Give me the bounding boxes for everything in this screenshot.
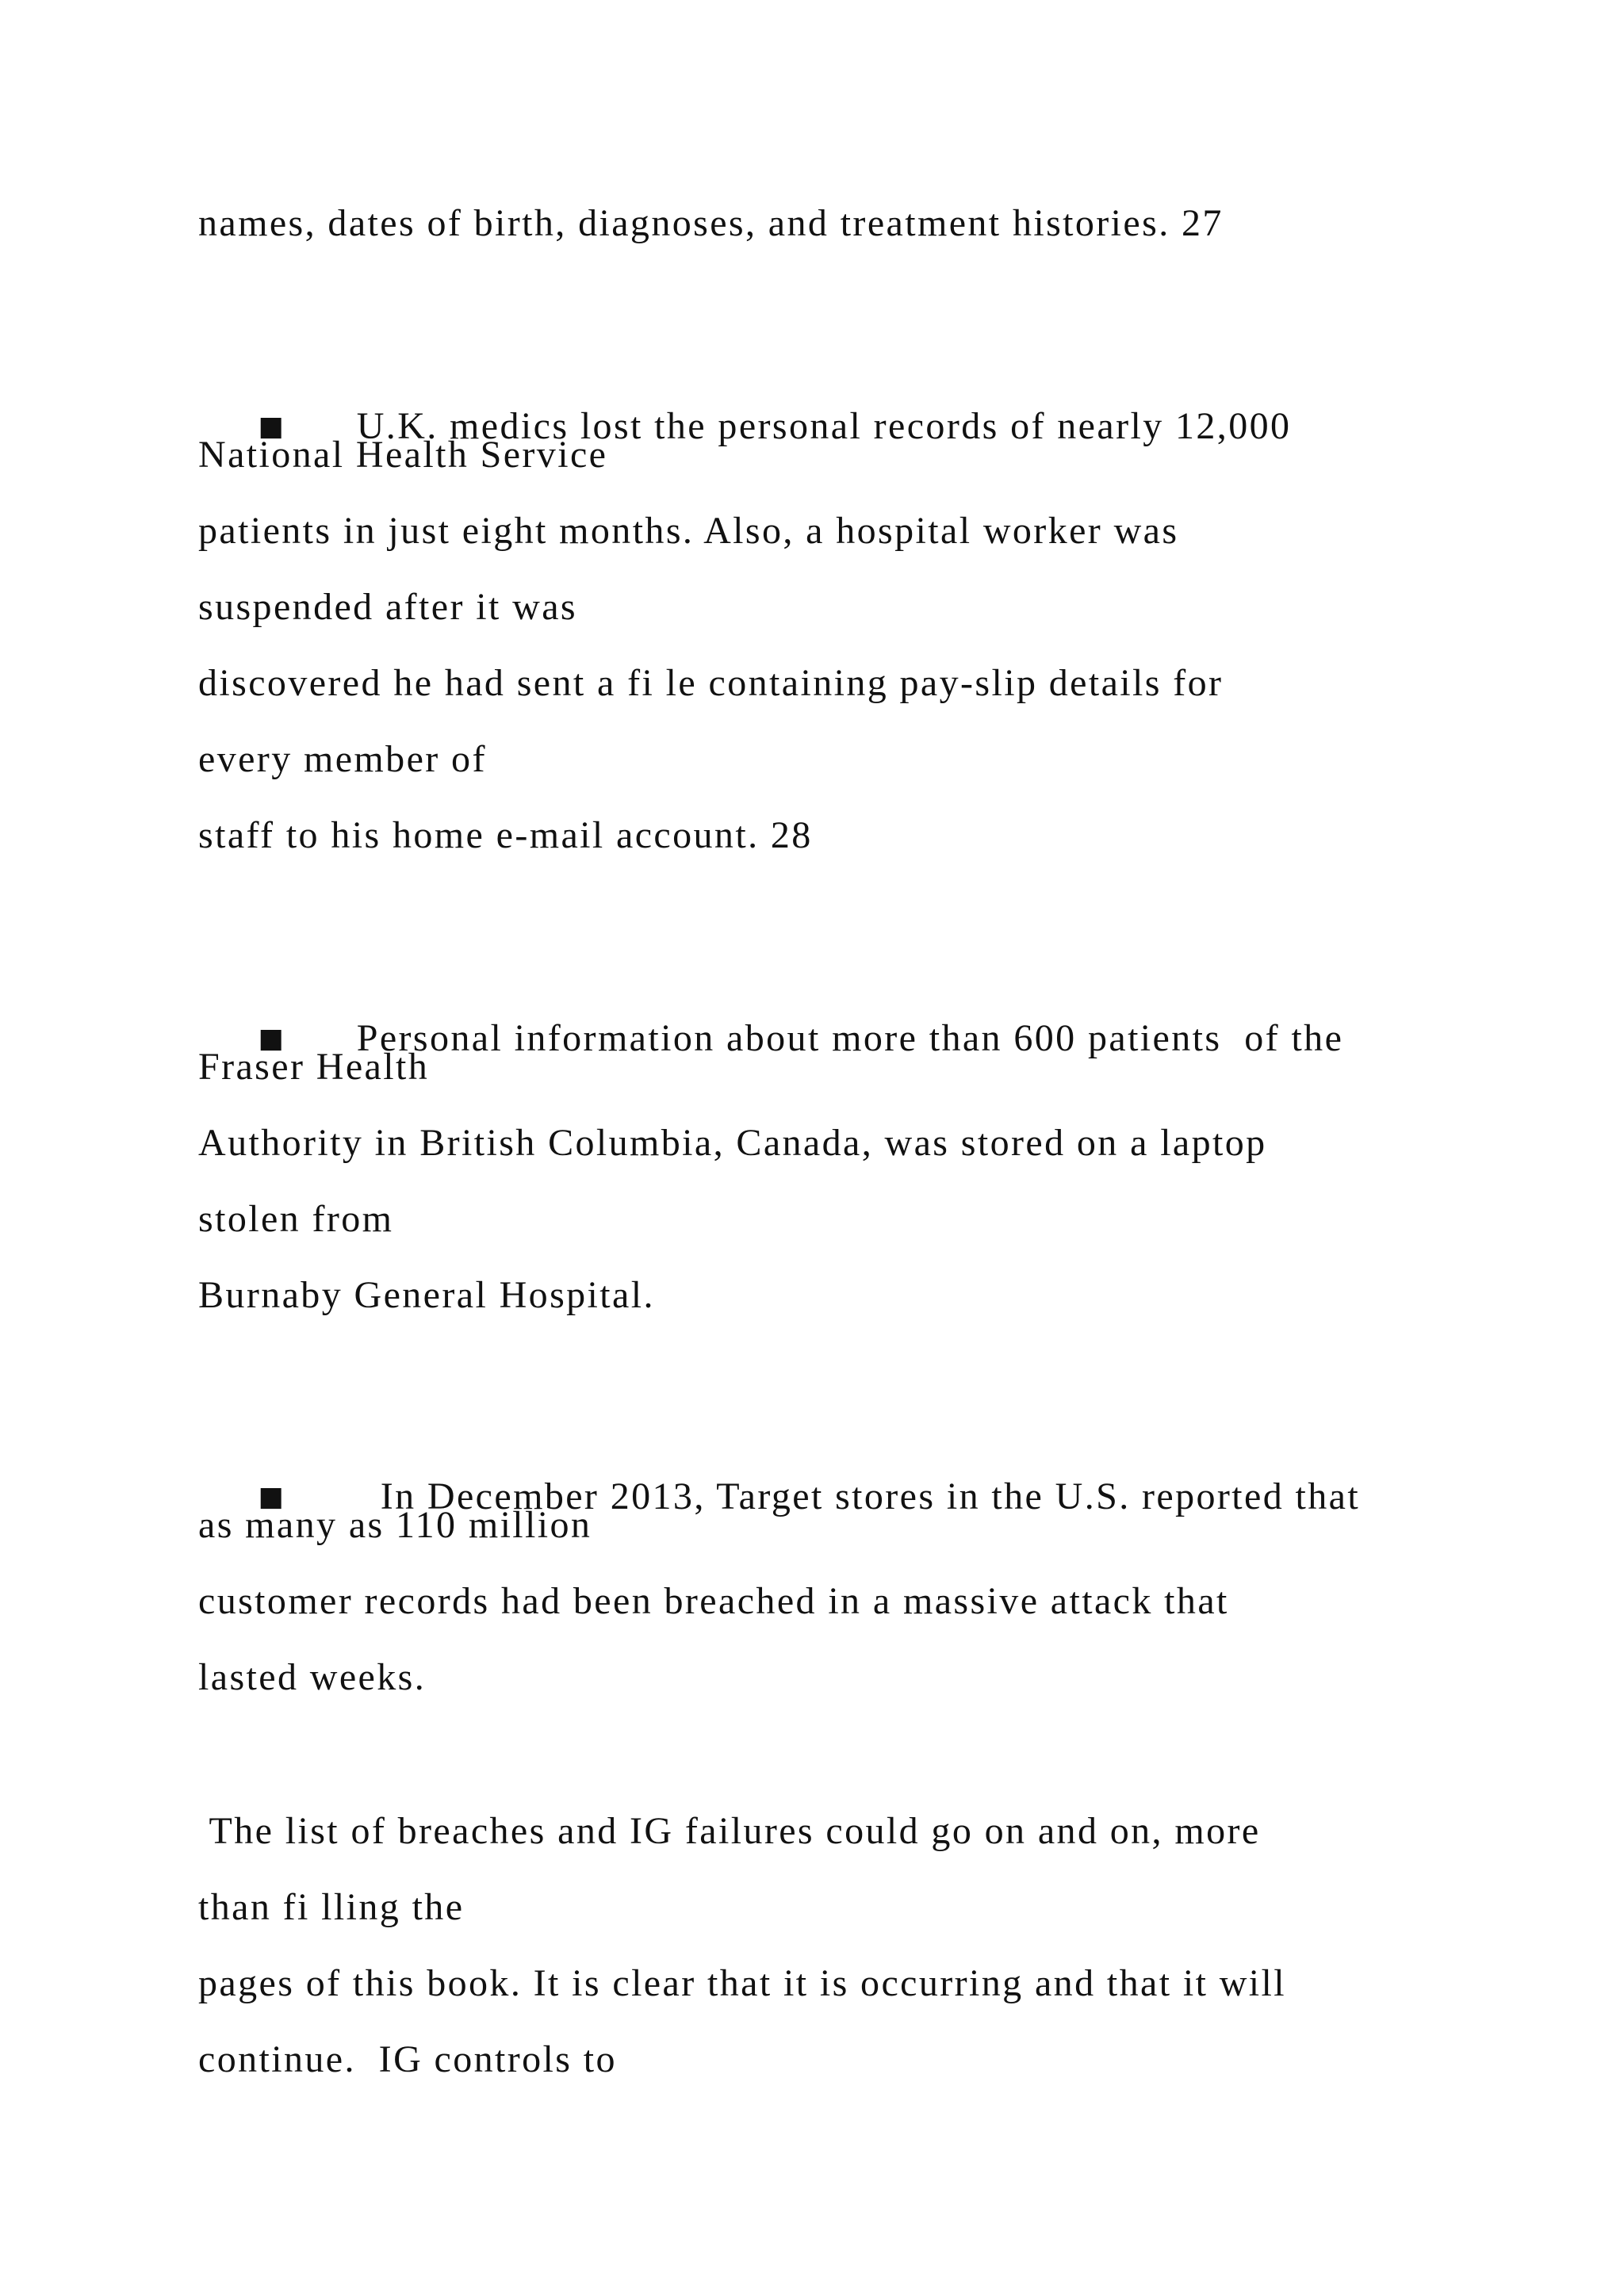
- bullet-line: [213, 355, 1292, 447]
- bullet-line: [213, 967, 1344, 1059]
- text-line: as many as 110 million: [198, 1504, 592, 1546]
- text-line: Fraser Health: [198, 1046, 430, 1088]
- text-line: National Health Service: [198, 434, 608, 476]
- text-line: patients in just eight months. Also, a hospital worker was: [198, 510, 1179, 552]
- text-line: stolen from: [198, 1198, 394, 1240]
- text-line: discovered he had sent a fi le containing pay-slip details for: [198, 662, 1224, 704]
- bullet-icon: ■: [258, 411, 284, 442]
- text-line: continue. IG controls to: [198, 2038, 617, 2080]
- text-line: names, dates of birth, diagnoses, and treatment histories. 27: [198, 202, 1224, 244]
- bullet-icon: ■: [258, 1023, 284, 1054]
- text-line: Personal information about more than 600 patients of the: [356, 1017, 1344, 1059]
- text-line: In December 2013, Target stores in the U.S. reported that: [380, 1475, 1361, 1517]
- text-line: than fi lling the: [198, 1886, 465, 1928]
- text-line: U.K. medics lost the personal records of nearly 12,000: [356, 405, 1292, 447]
- text-line: Authority in British Columbia, Canada, was stored on a laptop: [198, 1122, 1267, 1164]
- text-line: staff to his home e-mail account. 28: [198, 814, 813, 856]
- text-line: lasted weeks.: [198, 1656, 427, 1698]
- text-line: pages of this book. It is clear that it is occurring and that it will: [198, 1962, 1286, 2004]
- text-line: The list of breaches and IG failures could go on and on, more: [198, 1810, 1261, 1852]
- text-line: every member of: [198, 738, 487, 780]
- bullet-line: [213, 1425, 1361, 1517]
- text-line: Burnaby General Hospital.: [198, 1274, 655, 1316]
- text-line: suspended after it was: [198, 586, 578, 628]
- text-line: customer records had been breached in a massive attack that: [198, 1580, 1229, 1622]
- bullet-icon: ■: [258, 1481, 284, 1513]
